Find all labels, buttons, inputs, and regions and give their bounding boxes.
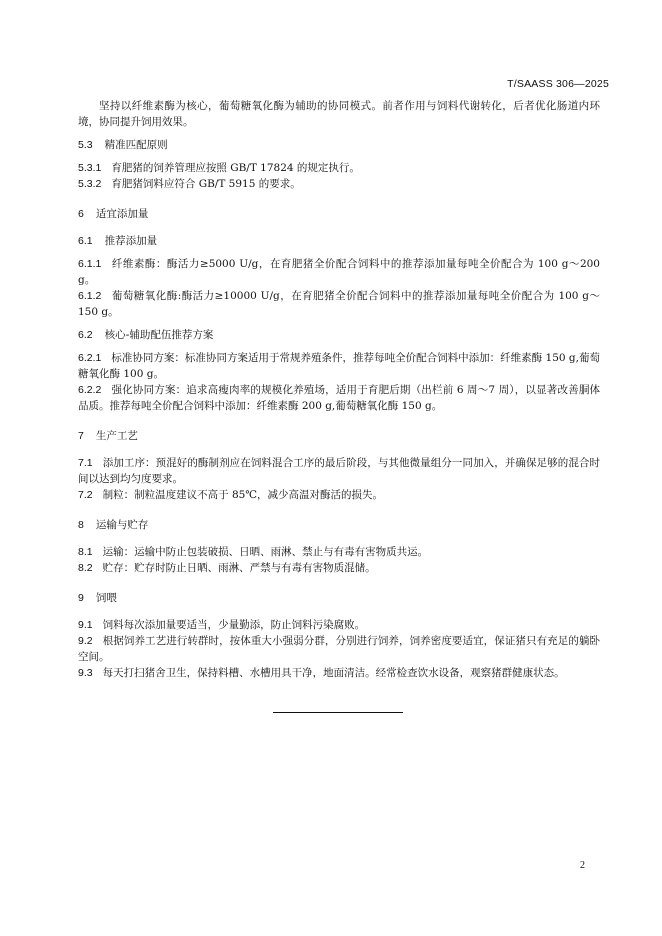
clause-6-2-1 [78,350,600,382]
clause-7-1 [78,455,600,487]
heading-title: 精准匹配原则 [104,139,168,151]
clause-8-1 [78,544,600,560]
standard-code: T/SAASS 306—2025 [507,78,609,90]
heading-9 [78,590,600,606]
clause-number: 5.3.1 [78,162,102,174]
clause-text: 育肥猪饲料应符合 GB/T 5915 的要求。 [111,178,301,190]
clause-number: 7.1 [78,457,93,469]
heading-6-2 [78,327,600,343]
clause-5-3-1 [78,160,600,176]
clause-number: 6.2.1 [78,352,102,364]
heading-8 [78,517,600,533]
clause-5-3-2 [78,176,600,192]
clause-text: 标准协同方案：标准协同方案适用于常规养殖条件，推荐每吨全价配合饲料中添加：纤维素酶 150 g,葡萄糖氧化酶 100 g。 [78,352,600,380]
heading-7 [78,428,600,444]
heading-title: 生产工艺 [95,430,138,442]
heading-title: 运输与贮存 [95,519,149,531]
clause-6-1-2 [78,288,600,320]
intro-paragraph: 坚持以纤维素酶为核心，葡萄糖氧化酶为辅助的协同模式。前者作用与饲料代谢转化，后者优化肠道内环境，协同提升饲用效果。 [78,100,600,128]
page-number: 2 [580,860,585,871]
clause-9-1 [78,617,600,633]
clause-text: 葡萄糖氧化酶:酶活力≥10000 U/g，在育肥猪全价配合饲料中的推荐添加量每吨全价配合为 100 g～150 g。 [78,290,600,318]
heading-number: 6.2 [78,329,93,341]
clause-text: 制粒：制粒温度建议不高于 85℃，减少高温对酶活的损失。 [102,489,384,501]
heading-6-1 [78,233,600,249]
clause-number: 9.3 [78,667,93,679]
clause-8-2 [78,560,600,576]
clause-text: 育肥猪的饲养管理应按照 GB/T 17824 的规定执行。 [111,162,360,174]
clause-text: 强化协同方案：追求高瘦肉率的规模化养殖场，适用于育肥后期（出栏前 6 周～7 周），以显著改善胴体品质。推荐每吨全价配合饲料中添加：纤维素酶 200 g,葡萄糖氧化酶 150 g。 [78,384,600,412]
heading-title: 饲喂 [95,592,117,604]
clause-6-2-2 [78,382,600,414]
document-body [78,98,600,681]
clause-number: 9.2 [78,635,93,647]
heading-title: 适宜添加量 [95,208,149,220]
clause-number: 9.1 [78,619,93,631]
clause-text: 贮存：贮存时防止日晒、雨淋、严禁与有毒有害物质混储。 [102,562,376,574]
clause-9-3 [78,665,600,681]
clause-9-2 [78,633,600,665]
heading-number: 6.1 [78,235,93,247]
clause-7-2 [78,487,600,503]
heading-number: 5.3 [78,139,93,151]
clause-text: 运输：运输中防止包装破损、日晒、雨淋、禁止与有毒有害物质共运。 [102,546,429,558]
clause-number: 7.2 [78,489,93,501]
clause-6-1-1 [78,256,600,288]
heading-number: 6 [78,208,84,220]
clause-number: 8.1 [78,546,93,558]
clause-text: 纤维素酶：酶活力≥5000 U/g，在育肥猪全价配合饲料中的推荐添加量每吨全价配合为 100 g～200 g。 [78,258,600,286]
heading-number: 7 [78,430,84,442]
heading-number: 9 [78,592,84,604]
clause-text: 添加工序：预混好的酶制剂应在饲料混合工序的最后阶段，与其他微量组分一同加入，并确保足够的混合时间以达到均匀度要求。 [78,457,600,485]
heading-5-3 [78,137,600,153]
heading-number: 8 [78,519,84,531]
clause-number: 6.2.2 [78,384,102,396]
heading-6 [78,206,600,222]
clause-text: 根据饲养工艺进行转群时，按体重大小强弱分群，分别进行饲养，饲养密度要适宜，保证猪只有充足的躺卧空间。 [78,635,600,663]
clause-number: 6.1.2 [78,290,102,302]
clause-text: 饲料每次添加量要适当，少量勤添，防止饲料污染腐败。 [102,619,366,631]
clause-number: 5.3.2 [78,178,102,190]
clause-text: 每天打扫猪舍卫生，保持料槽、水槽用具干净，地面清洁。经常检查饮水设备，观察猪群健康状态。 [102,667,565,679]
heading-title: 推荐添加量 [104,235,158,247]
heading-title: 核心-辅助配伍推荐方案 [104,329,214,341]
clause-number: 8.2 [78,562,93,574]
clause-number: 6.1.1 [78,258,102,270]
end-rule [273,712,403,713]
